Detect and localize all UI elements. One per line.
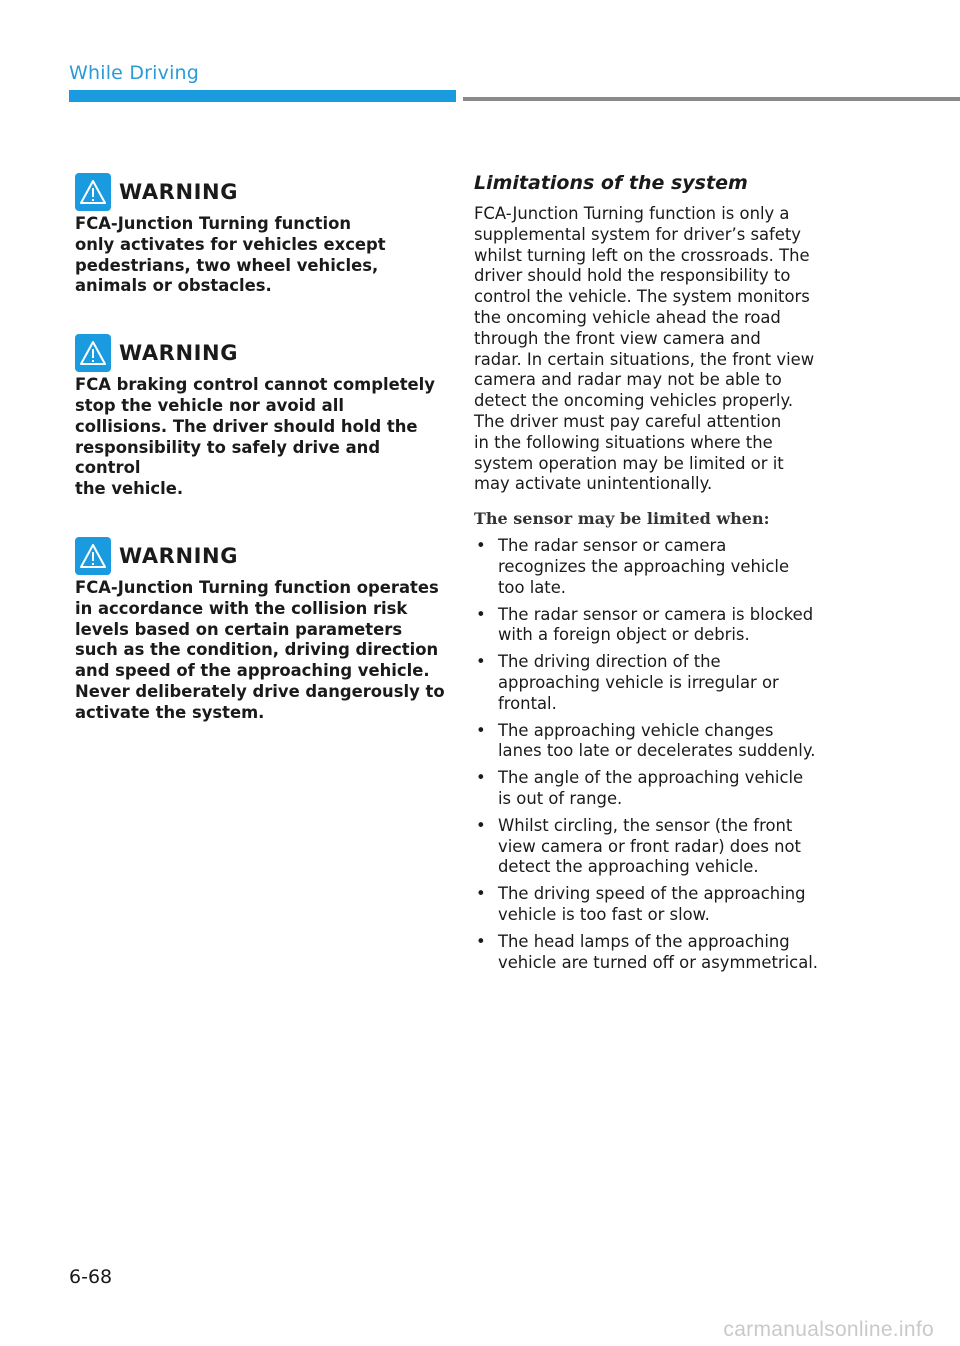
bullet-icon: • xyxy=(476,884,486,904)
list-item xyxy=(474,932,850,974)
bullet-icon: • xyxy=(476,720,486,740)
bullet-icon: • xyxy=(476,536,486,556)
bullet-icon: • xyxy=(476,604,486,624)
list-item xyxy=(474,605,850,647)
warning-text: FCA braking control cannot completely stop the vehicle nor avoid all collisions. The driver should hold the responsibility to safely drive and control the vehicle. xyxy=(75,375,435,499)
list-item-text: Whilst circling, the sensor (the front view camera or front radar) does not detect the approaching vehicle. xyxy=(498,815,801,877)
bullet-icon: • xyxy=(476,768,486,788)
sensor-limitations-list xyxy=(474,536,850,973)
list-item xyxy=(474,536,850,598)
watermark: carmanualsonline.info xyxy=(723,1318,934,1341)
list-item-text: The angle of the approaching vehicle is out of range. xyxy=(498,768,804,808)
warning-box xyxy=(75,536,445,724)
warning-title: WARNING xyxy=(119,543,239,568)
list-item xyxy=(474,768,850,810)
list-item-text: The driving direction of the approaching vehicle is irregular or frontal. xyxy=(498,652,779,713)
bullet-icon: • xyxy=(476,815,486,835)
list-item-text: The radar sensor or camera recognizes the approaching vehicle too late. xyxy=(498,536,790,597)
warning-header xyxy=(75,536,445,576)
warning-triangle-icon xyxy=(75,334,111,372)
bullet-icon: • xyxy=(476,931,486,951)
warning-title: WARNING xyxy=(119,341,239,366)
limitations-title: Limitations of the system xyxy=(474,172,748,194)
list-item-text: The approaching vehicle changes lanes too late or decelerates suddenly. xyxy=(498,720,816,761)
list-item xyxy=(474,721,850,763)
warning-triangle-icon xyxy=(75,537,111,575)
warning-box xyxy=(75,172,445,297)
list-item-text: The driving speed of the approaching vehicle is too fast or slow. xyxy=(498,884,806,924)
limitations-column xyxy=(474,172,850,979)
list-item xyxy=(474,816,850,878)
warning-text: FCA-Junction Turning function only activates for vehicles except pedestrians, two wheel vehicles, animals or obstacles. xyxy=(75,214,386,296)
warning-header xyxy=(75,172,445,212)
warning-text: FCA-Junction Turning function operates in accordance with the collision risk levels based on certain parameters such as the condition, driving direction and speed of the approaching vehicle. Never deliberately drive dangerously to activate the system. xyxy=(75,577,445,722)
warning-title: WARNING xyxy=(119,180,239,204)
warning-header xyxy=(75,333,445,373)
section-title: While Driving xyxy=(69,62,200,84)
sensor-limited-heading: The sensor may be limited when: xyxy=(474,509,770,529)
list-item xyxy=(474,652,850,714)
list-item-text: The head lamps of the approaching vehicle are turned off or asymmetrical. xyxy=(498,931,819,972)
limitations-body: FCA-Junction Turning function is only a supplemental system for driver’s safety whilst turning left on the crossroads. The driver should hold the responsibility to control the vehicle. The system monitors the oncoming vehicle ahead the road through the front view camera and radar. In certain situations, the front view camera and radar may not be able to detect the oncoming vehicles properly. The driver must pay careful attention in the following situations where the system operation may be limited or it may activate unintentionally. xyxy=(474,204,815,494)
warning-triangle-icon xyxy=(75,173,111,211)
list-item xyxy=(474,884,850,926)
warning-box xyxy=(75,333,445,500)
list-item-text: The radar sensor or camera is blocked with a foreign object or debris. xyxy=(498,604,814,645)
page-number: 6-68 xyxy=(69,1266,113,1288)
warnings-column xyxy=(75,172,445,760)
header-rule-grey xyxy=(463,97,960,101)
bullet-icon: • xyxy=(476,652,486,672)
header-rule-blue xyxy=(69,90,456,102)
